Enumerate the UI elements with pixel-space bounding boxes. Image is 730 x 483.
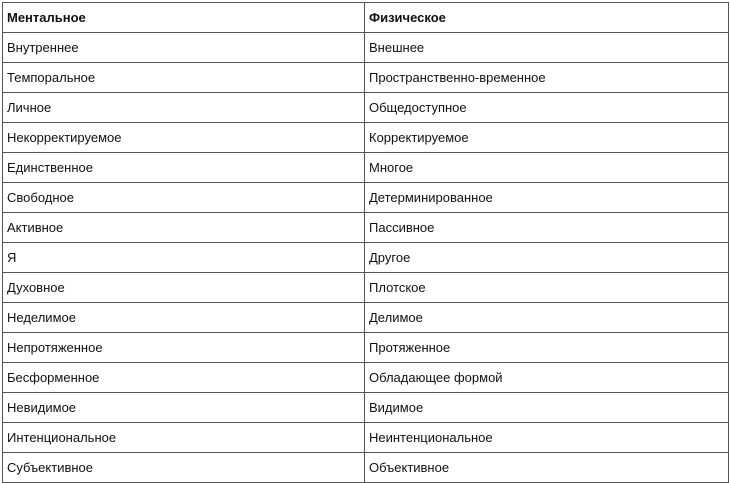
physical-cell: Многое bbox=[365, 153, 729, 183]
physical-cell: Объективное bbox=[365, 453, 729, 483]
table-row bbox=[3, 33, 729, 63]
header-mental: Ментальное bbox=[3, 3, 365, 33]
physical-cell: Пространственно-временное bbox=[365, 63, 729, 93]
physical-cell: Корректируемое bbox=[365, 123, 729, 153]
mental-cell: Темпоральное bbox=[3, 63, 365, 93]
mental-cell: Неделимое bbox=[3, 303, 365, 333]
mental-cell: Непротяженное bbox=[3, 333, 365, 363]
physical-cell: Детерминированное bbox=[365, 183, 729, 213]
table-row bbox=[3, 453, 729, 483]
mental-cell: Активное bbox=[3, 213, 365, 243]
table-row bbox=[3, 243, 729, 273]
table-header-row bbox=[3, 3, 729, 33]
mental-cell: Интенциональное bbox=[3, 423, 365, 453]
physical-cell: Общедоступное bbox=[365, 93, 729, 123]
mental-cell: Субъективное bbox=[3, 453, 365, 483]
table-row bbox=[3, 183, 729, 213]
table-row bbox=[3, 213, 729, 243]
mental-cell: Некорректируемое bbox=[3, 123, 365, 153]
physical-cell: Протяженное bbox=[365, 333, 729, 363]
table-row bbox=[3, 273, 729, 303]
mental-cell: Бесформенное bbox=[3, 363, 365, 393]
table-body bbox=[3, 33, 729, 483]
mental-cell: Духовное bbox=[3, 273, 365, 303]
mental-cell: Внутреннее bbox=[3, 33, 365, 63]
table-row bbox=[3, 153, 729, 183]
table-row bbox=[3, 123, 729, 153]
table-row bbox=[3, 93, 729, 123]
physical-cell: Внешнее bbox=[365, 33, 729, 63]
mental-cell: Невидимое bbox=[3, 393, 365, 423]
comparison-table-container bbox=[2, 2, 728, 483]
table-row bbox=[3, 363, 729, 393]
mental-cell: Я bbox=[3, 243, 365, 273]
table-row bbox=[3, 423, 729, 453]
physical-cell: Другое bbox=[365, 243, 729, 273]
mental-physical-table bbox=[2, 2, 729, 483]
physical-cell: Плотское bbox=[365, 273, 729, 303]
physical-cell: Неинтенциональное bbox=[365, 423, 729, 453]
mental-cell: Личное bbox=[3, 93, 365, 123]
physical-cell: Делимое bbox=[365, 303, 729, 333]
header-physical: Физическое bbox=[365, 3, 729, 33]
mental-cell: Единственное bbox=[3, 153, 365, 183]
table-row bbox=[3, 63, 729, 93]
table-row bbox=[3, 303, 729, 333]
table-row bbox=[3, 393, 729, 423]
physical-cell: Пассивное bbox=[365, 213, 729, 243]
physical-cell: Видимое bbox=[365, 393, 729, 423]
physical-cell: Обладающее формой bbox=[365, 363, 729, 393]
mental-cell: Свободное bbox=[3, 183, 365, 213]
table-row bbox=[3, 333, 729, 363]
